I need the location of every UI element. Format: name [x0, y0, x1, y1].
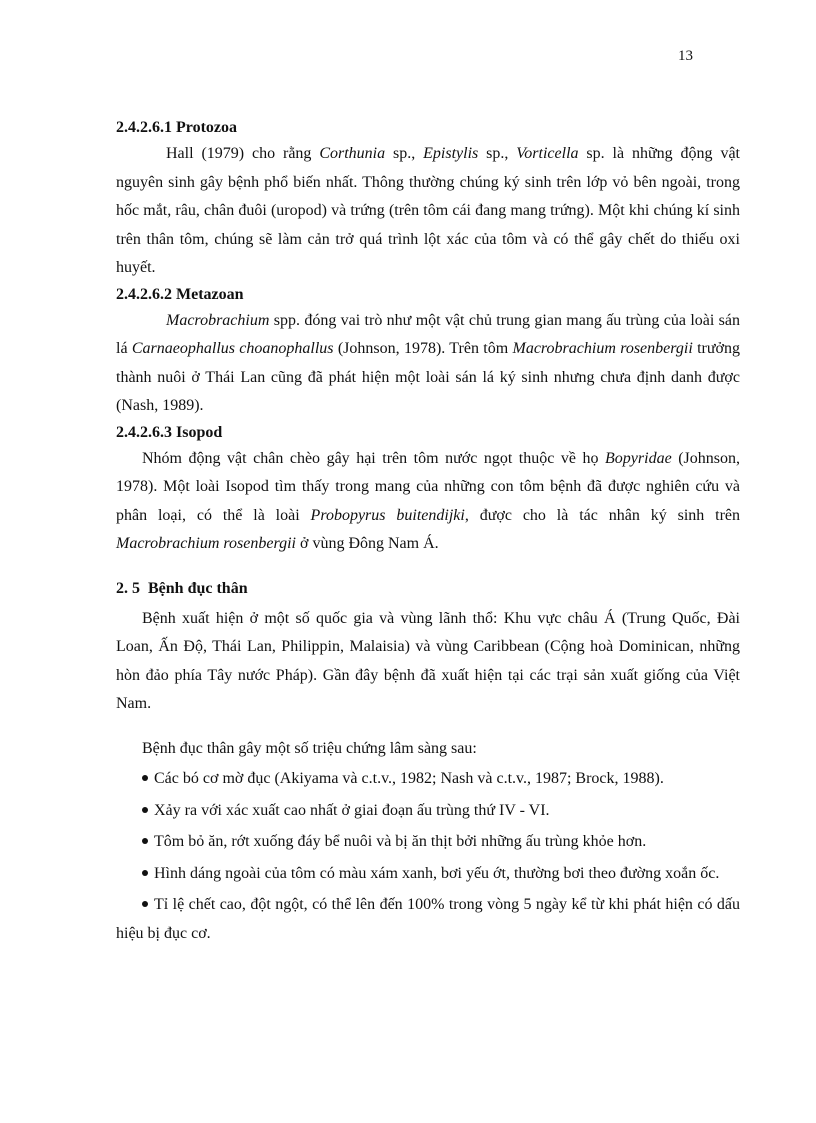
- bullet-icon: [142, 901, 148, 907]
- heading-benh-duc-than: [116, 577, 740, 601]
- paragraph-isopod: Nhóm động vật chân chèo gây hại trên tôm nước ngọt thuộc về họ Bopyridae (Johnson, 1978). Một loài Isopod tìm thấy trong mang của những con tôm bệnh đã được nghiên cứu và phân loại, có thể là loài Probopyrus buitendijki, được cho là tác nhân ký sinh trên Macrobrachium rosenbergii ở vùng Đông Nam Á.: [116, 449, 741, 552]
- list-item: Tỉ lệ chết cao, đột ngột, có thể lên đến 100% trong vòng 5 ngày kể từ khi phát hiện có dấu hiệu bị đục cơ.: [116, 896, 740, 942]
- symptoms-intro: Bệnh đục thân gây một số triệu chứng lâm sàng sau:: [142, 739, 477, 757]
- bullet-icon: [142, 870, 148, 876]
- list-item: Hình dáng ngoài của tôm có màu xám xanh, bơi yếu ớt, thường bơi theo đường xoắn ốc.: [116, 860, 740, 889]
- bullet-icon: [142, 807, 148, 813]
- bullet-icon: [142, 838, 148, 844]
- symptom-list: [116, 765, 740, 948]
- list-item: Xảy ra với xác xuất cao nhất ở giai đoạn ấu trùng thứ IV - VI.: [116, 797, 740, 826]
- paragraph-metazoan: Macrobrachium spp. đóng vai trò như một vật chủ trung gian mang ấu trùng của loài sán lá Carnaeophallus choanophallus (Johnson, 1978). Trên tôm Macrobrachium rosenbergii trưởng thành nuôi ở Thái Lan cũng đã phát hiện một loài sán lá ký sinh nhưng chưa định danh được (Nash, 1989).: [116, 311, 741, 414]
- heading-isopod: 2.4.2.6.3 Isopod: [116, 423, 223, 441]
- page-number: 13: [678, 48, 693, 64]
- list-item: Các bó cơ mờ đục (Akiyama và c.t.v., 1982; Nash và c.t.v., 1987; Brock, 1988).: [116, 765, 740, 794]
- paragraph-benh-duc-than: Bệnh xuất hiện ở một số quốc gia và vùng lãnh thổ: Khu vực châu Á (Trung Quốc, Đài Loan, Ấn Độ, Thái Lan, Philippin, Malaisia) và vùng Caribbean (Cộng hoà Dominican, những hòn đảo phía Tây nước Pháp). Gần đây bệnh đã xuất hiện tại các trại sản xuất giống của Việt Nam.: [116, 609, 740, 712]
- document-body: [116, 116, 740, 951]
- section-number: 2. 5: [116, 579, 140, 597]
- heading-metazoan: 2.4.2.6.2 Metazoan: [116, 285, 244, 303]
- section-title: Bệnh đục thân: [148, 579, 248, 597]
- bullet-icon: [142, 775, 148, 781]
- list-item: Tôm bỏ ăn, rớt xuống đáy bể nuôi và bị ăn thịt bởi những ấu trùng khỏe hơn.: [116, 828, 740, 857]
- heading-protozoa: 2.4.2.6.1 Protozoa: [116, 119, 238, 136]
- paragraph-protozoa: Hall (1979) cho rằng Corthunia sp., Epistylis sp., Vorticella sp. là những động vật nguyên sinh gây bệnh phổ biến nhất. Thông thường chúng ký sinh trên lớp vỏ bên ngoài, trong hốc mắt, râu, chân đuôi (uropod) và trứng (trên tôm cái đang mang trứng). Một khi chúng kí sinh trên thân tôm, chúng sẽ làm cản trở quá trình lột xác của tôm và có thể gây chết do thiếu oxi huyết.: [116, 145, 740, 276]
